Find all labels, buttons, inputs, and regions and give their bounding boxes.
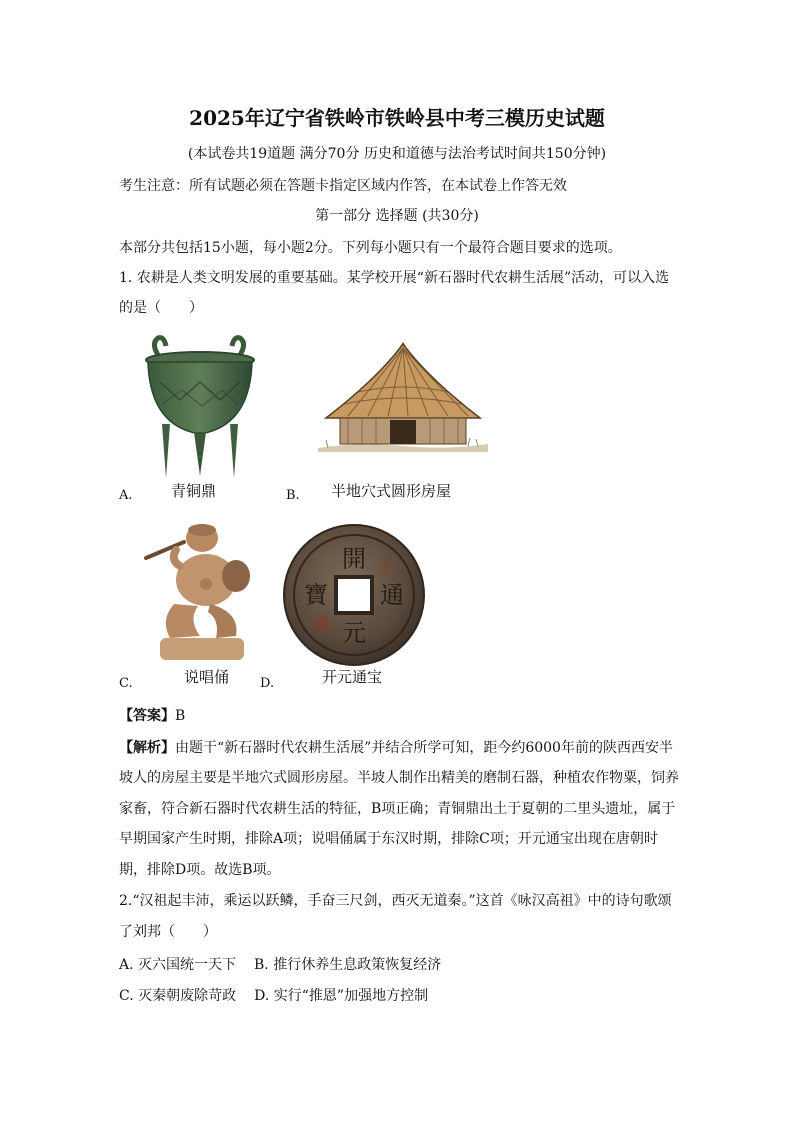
analysis-label: 【解析】 bbox=[119, 740, 175, 756]
answer-label: 【答案】 bbox=[119, 708, 175, 724]
q1-option-a-caption: 青铜鼎 bbox=[171, 482, 217, 500]
q2-choices-row2 bbox=[119, 986, 446, 1006]
q1-option-b-letter: B. bbox=[286, 488, 300, 503]
kaiyuan-coin-image bbox=[282, 523, 426, 667]
q1-analysis-line2: 坡人的房屋主要是半地穴式圆形房屋。半坡人制作出精美的磨制石器，种植农作物粟，饲养 bbox=[119, 770, 679, 786]
coin-char-bottom: 元 bbox=[342, 619, 366, 647]
answer-value: B bbox=[175, 708, 186, 724]
q1-option-d-letter: D. bbox=[260, 676, 275, 691]
q1-option-b-caption: 半地穴式圆形房屋 bbox=[331, 482, 452, 500]
q2-option-d: D. 实行“推恩”加强地方控制 bbox=[254, 988, 429, 1004]
q2-option-a: A. 灭六国统一天下 bbox=[119, 957, 237, 973]
q2-stem-line2: 了刘邦（ ） bbox=[119, 924, 217, 940]
q1-analysis-line5: 期，排除D项。故选B项。 bbox=[119, 862, 281, 878]
q1-stem-line1: 1. 农耕是人类文明发展的重要基础。某学校开展“新石器时代农耕生活展”活动，可以入选 bbox=[119, 270, 670, 286]
exam-subtitle: (本试卷共19道题 满分70分 历史和道德与法治考试时间共150分钟) bbox=[187, 146, 607, 162]
q2-option-b: B. 推行休养生息政策恢复经济 bbox=[254, 957, 442, 973]
q1-option-d-caption: 开元通宝 bbox=[322, 668, 383, 686]
exam-title: 2025年辽宁省铁岭市铁岭县中考三模历史试题 bbox=[189, 106, 605, 130]
notice-line: 考生注意：所有试题必须在答题卡指定区域内作答，在本试卷上作答无效 bbox=[119, 178, 567, 194]
coin-char-left: 寶 bbox=[304, 581, 328, 609]
round-house-image bbox=[318, 338, 488, 468]
q2-stem-line1: 2.“汉祖起丰沛，乘运以跃鳞，手奋三尺剑，西灭无道秦。”这首《咏汉高祖》中的诗句歌颂 bbox=[119, 893, 672, 909]
q2-option-c: C. 灭秦朝废除苛政 bbox=[119, 988, 237, 1004]
analysis-text-1: 由题干“新石器时代农耕生活展”并结合所学可知，距今约6000年前的陕西西安半 bbox=[175, 740, 673, 756]
q2-choices-row1 bbox=[119, 955, 459, 975]
q1-analysis-line4: 早期国家产生时期，排除A项；说唱俑属于东汉时期，排除C项；开元通宝出现在唐朝时 bbox=[119, 831, 658, 847]
q1-option-a-letter: A. bbox=[119, 488, 133, 503]
q1-option-c-letter: C. bbox=[119, 676, 133, 691]
q1-stem-line2: 的是（ ） bbox=[119, 300, 203, 316]
q1-analysis-line3: 家畜，符合新石器时代农耕生活的特征，B项正确；青铜鼎出土于夏朝的二里头遗址，属于 bbox=[119, 801, 676, 817]
q1-analysis-line1 bbox=[119, 738, 679, 758]
coin-char-top: 開 bbox=[342, 545, 366, 573]
q1-option-c-caption: 说唱俑 bbox=[184, 668, 230, 686]
section-intro: 本部分共包括15小题，每小题2分。下列每小题只有一个最符合题目要求的选项。 bbox=[119, 240, 622, 256]
section-heading: 第一部分 选择题 (共30分) bbox=[315, 208, 479, 224]
q1-answer bbox=[119, 706, 679, 726]
bronze-ding-image bbox=[140, 334, 262, 480]
coin-char-right: 通 bbox=[380, 581, 404, 609]
storyteller-figurine-image bbox=[140, 520, 256, 664]
